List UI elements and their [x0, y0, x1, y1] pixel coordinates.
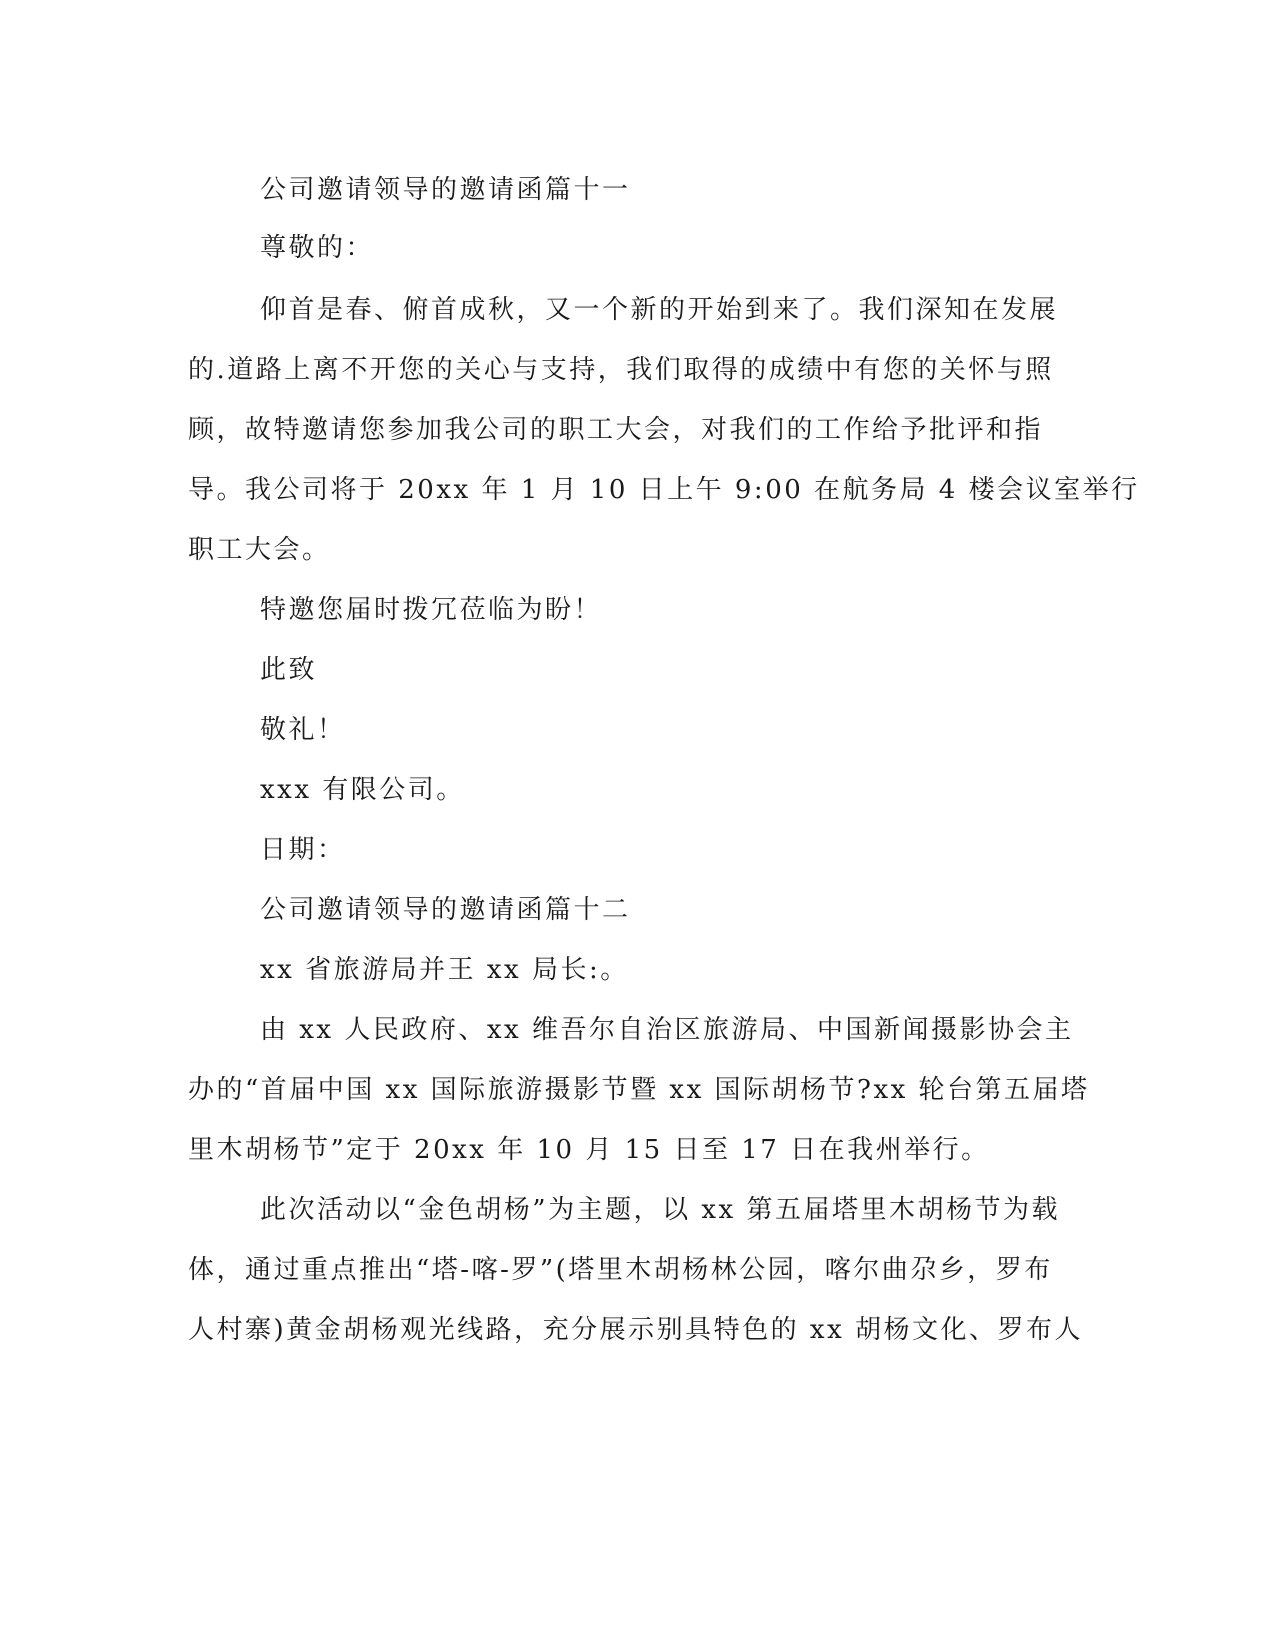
invite-line: 特邀您届时拨冗莅临为盼！ — [260, 595, 603, 625]
body-line: 导。我公司将于 20xx 年 1 月 10 日上午 9:00 在航务局 4 楼会议室举行 — [188, 475, 1140, 505]
closing-ci-zhi: 此致 — [260, 655, 318, 685]
body-line: 里木胡杨节”定于 20xx 年 10 月 15 日至 17 日在我州举行。 — [188, 1135, 990, 1165]
document-body — [188, 160, 1140, 1360]
body-line: 职工大会。 — [188, 535, 331, 565]
salutation-12: xx 省旅游局并王 xx 局长:。 — [260, 955, 629, 985]
salutation-11: 尊敬的： — [260, 233, 375, 263]
body-line: 顾，故特邀请您参加我公司的职工大会，对我们的工作给予批评和指 — [188, 415, 1044, 445]
body-line: 体，通过重点推出“塔-喀-罗”(塔里木胡杨林公园，喀尔曲尕乡，罗布 — [188, 1255, 1053, 1285]
signature-company: xxx 有限公司。 — [260, 775, 465, 805]
body-line: 的.道路上离不开您的关心与支持，我们取得的成绩中有您的关怀与照 — [188, 355, 1054, 385]
closing-jing-li: 敬礼！ — [260, 715, 346, 745]
body-line: 由 xx 人民政府、xx 维吾尔自治区旅游局、中国新闻摄影协会主 — [260, 1015, 1074, 1045]
body-paragraph-12b — [188, 1180, 1083, 1360]
date-label: 日期： — [260, 835, 346, 865]
body-line: 此次活动以“金色胡杨”为主题，以 xx 第五届塔里木胡杨节为载 — [260, 1195, 1060, 1225]
body-line: 人村寨)黄金胡杨观光线路，充分展示别具特色的 xx 胡杨文化、罗布人 — [188, 1315, 1083, 1345]
body-line: 仰首是春、俯首成秋，又一个新的开始到来了。我们深知在发展 — [260, 295, 1059, 325]
section-heading-11: 公司邀请领导的邀请函篇十一 — [260, 175, 631, 205]
section-heading-12: 公司邀请领导的邀请函篇十二 — [260, 895, 631, 925]
body-paragraph-12a — [188, 1000, 1090, 1180]
body-paragraph-11 — [188, 280, 1140, 580]
body-line: 办的“首届中国 xx 国际旅游摄影节暨 xx 国际胡杨节?xx 轮台第五届塔 — [188, 1075, 1090, 1105]
